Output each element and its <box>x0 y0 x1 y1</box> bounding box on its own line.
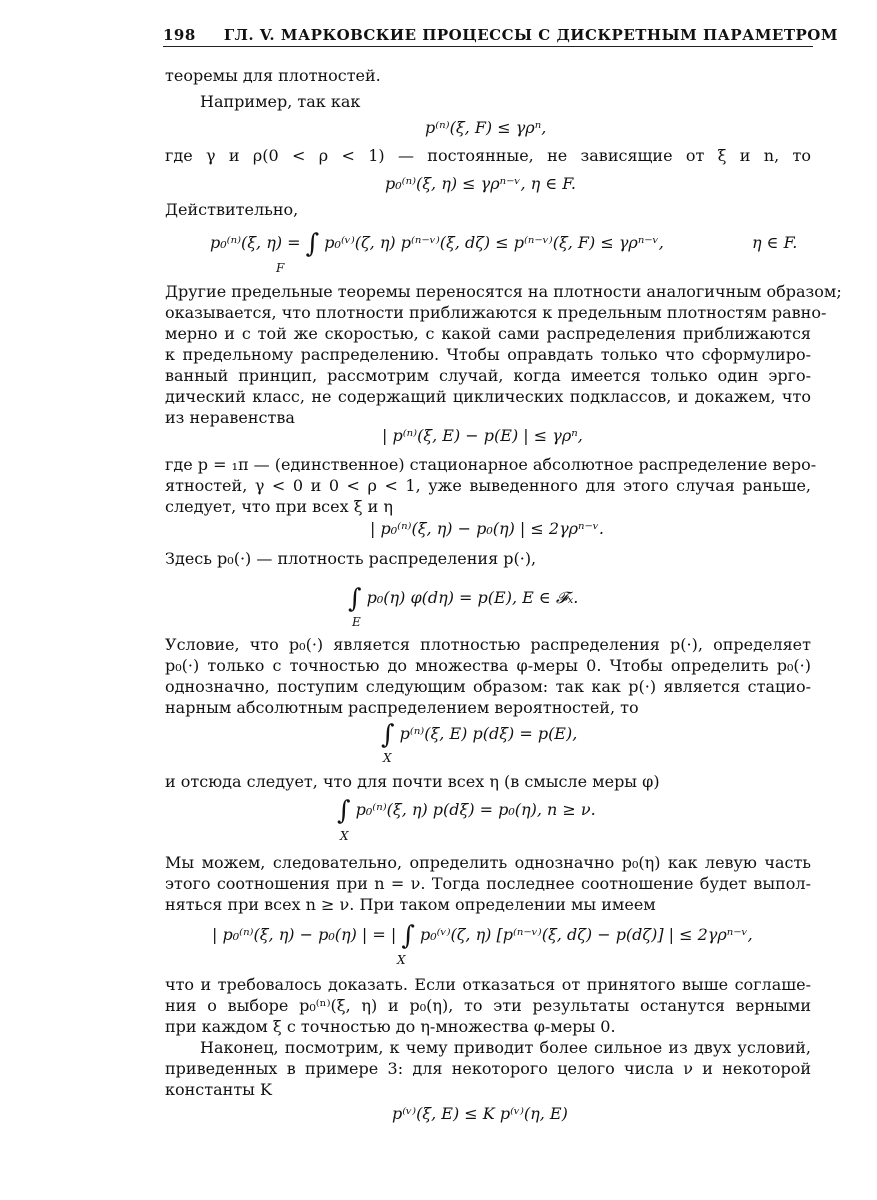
text-line: дический класс, не содержащий циклических подклассов, и докажем, что <box>165 387 811 406</box>
integral-sign: ∫ <box>305 229 320 259</box>
text-line: ванный принцип, рассмотрим случай, когда имеется только один эрго- <box>165 366 811 385</box>
text-line: Другие предельные теоремы переносятся на плотности аналогичным образом; <box>165 282 842 301</box>
integral-sign: ∫ <box>348 584 362 614</box>
text-line: однозначно, поступим следующим образом: так как p(·) является стацио- <box>165 677 811 696</box>
text-line: следует, что при всех ξ и η <box>165 497 393 516</box>
formula-6: ∫ p₀(η) φ(dη) = p(E), E ∈ 𝓕ₓ. <box>348 584 579 614</box>
integral-subscript: X <box>340 829 349 843</box>
text-line: при каждом ξ с точностью до η-множества φ-меры 0. <box>165 1017 616 1036</box>
integral-subscript: X <box>397 953 406 967</box>
text-line: приведенных в примере 3: для некоторого целого числа ν и некоторой <box>165 1059 811 1078</box>
integral-sign: ∫ <box>337 796 351 826</box>
text-line: p₀(·) только с точностью до множества φ-меры 0. Чтобы определить p₀(·) <box>165 656 811 675</box>
text-line: няться при всех n ≥ ν. При таком определении мы имеем <box>165 895 656 914</box>
integral-sign: ∫ <box>381 720 395 750</box>
integral-subscript: E <box>352 615 361 629</box>
text-line: ятностей, γ < 0 и 0 < ρ < 1, уже выведенного для этого случая раньше, <box>165 476 811 495</box>
running-header <box>163 26 838 47</box>
integral-subscript: X <box>383 751 392 765</box>
text-line: константы K <box>165 1080 272 1099</box>
formula-5: | p₀⁽ⁿ⁾(ξ, η) − p₀(η) | ≤ 2γρⁿ⁻ᵛ. <box>370 519 605 538</box>
text-line: из неравенства <box>165 408 295 427</box>
text-line: мерно и с той же скоростью, с какой сами распределения приближаются <box>165 324 811 343</box>
text-line: Здесь p₀(·) — плотность распределения p(·), <box>165 549 537 568</box>
text-line: и отсюда следует, что для почти всех η (в смысле меры φ) <box>165 772 660 791</box>
formula-1: p⁽ⁿ⁾(ξ, F) ≤ γρⁿ, <box>425 118 547 137</box>
text-line: ния о выборе p₀⁽ⁿ⁾(ξ, η) и p₀(η), то эти результаты останутся верными <box>165 996 811 1015</box>
formula-4: | p⁽ⁿ⁾(ξ, E) − p(E) | ≤ γρⁿ, <box>382 426 583 445</box>
text-line: что и требовалось доказать. Если отказаться от принятого выше соглаше- <box>165 975 811 994</box>
integral-subscript: F <box>276 261 285 275</box>
formula-10: p⁽ᵛ⁾(ξ, E) ≤ K p⁽ᵛ⁾(η, E) <box>392 1104 568 1123</box>
text-line: этого соотношения при n = ν. Тогда последнее соотношение будет выпол- <box>165 874 811 893</box>
formula-7: ∫ p⁽ⁿ⁾(ξ, E) p(dξ) = p(E), <box>381 720 578 750</box>
text-line: Например, так как <box>200 92 361 111</box>
formula-2: p₀⁽ⁿ⁾(ξ, η) ≤ γρⁿ⁻ᵛ, η ∈ F. <box>385 174 576 193</box>
text-line: Наконец, посмотрим, к чему приводит более сильное из двух условий, <box>200 1038 811 1057</box>
text-line: оказывается, что плотности приближаются к предельным плотностям равно- <box>165 303 827 322</box>
formula-8: ∫ p₀⁽ⁿ⁾(ξ, η) p(dξ) = p₀(η), n ≥ ν. <box>337 796 596 826</box>
text-line: где γ и ρ(0 < ρ < 1) — постоянные, не зависящие от ξ и n, то <box>165 146 811 165</box>
chapter-title: ГЛ. V. МАРКОВСКИЕ ПРОЦЕССЫ С ДИСКРЕТНЫМ ПАРАМЕТРОМ <box>223 26 838 44</box>
page-number: 198 <box>163 26 196 44</box>
formula-9: | p₀⁽ⁿ⁾(ξ, η) − p₀(η) | = | ∫ p₀⁽ᵛ⁾(ζ, η) [p⁽ⁿ⁻ᵛ⁾(ξ, dζ) − p(dζ)] | ≤ 2γρⁿ⁻ᵛ, <box>212 921 753 951</box>
integral-sign: ∫ <box>401 921 415 951</box>
formula-3-condition: η ∈ F. <box>752 233 798 252</box>
text-line: где p = ₁π — (единственное) стационарное абсолютное распределение веро- <box>165 455 817 474</box>
text-line: к предельному распределению. Чтобы оправдать только что сформулиро- <box>165 345 811 364</box>
formula-3: p₀⁽ⁿ⁾(ξ, η) = ∫ p₀⁽ᵛ⁾(ζ, η) p⁽ⁿ⁻ᵛ⁾(ξ, dζ) ≤ p⁽ⁿ⁻ᵛ⁾(ξ, F) ≤ γρⁿ⁻ᵛ, <box>210 229 664 259</box>
text-line: нарным абсолютным распределением вероятностей, то <box>165 698 639 717</box>
text-line: Условие, что p₀(·) является плотностью распределения p(·), определяет <box>165 635 811 654</box>
text-line: Мы можем, следовательно, определить однозначно p₀(η) как левую часть <box>165 853 811 872</box>
text-line: Действительно, <box>165 200 299 219</box>
text-line: теоремы для плотностей. <box>165 66 381 85</box>
